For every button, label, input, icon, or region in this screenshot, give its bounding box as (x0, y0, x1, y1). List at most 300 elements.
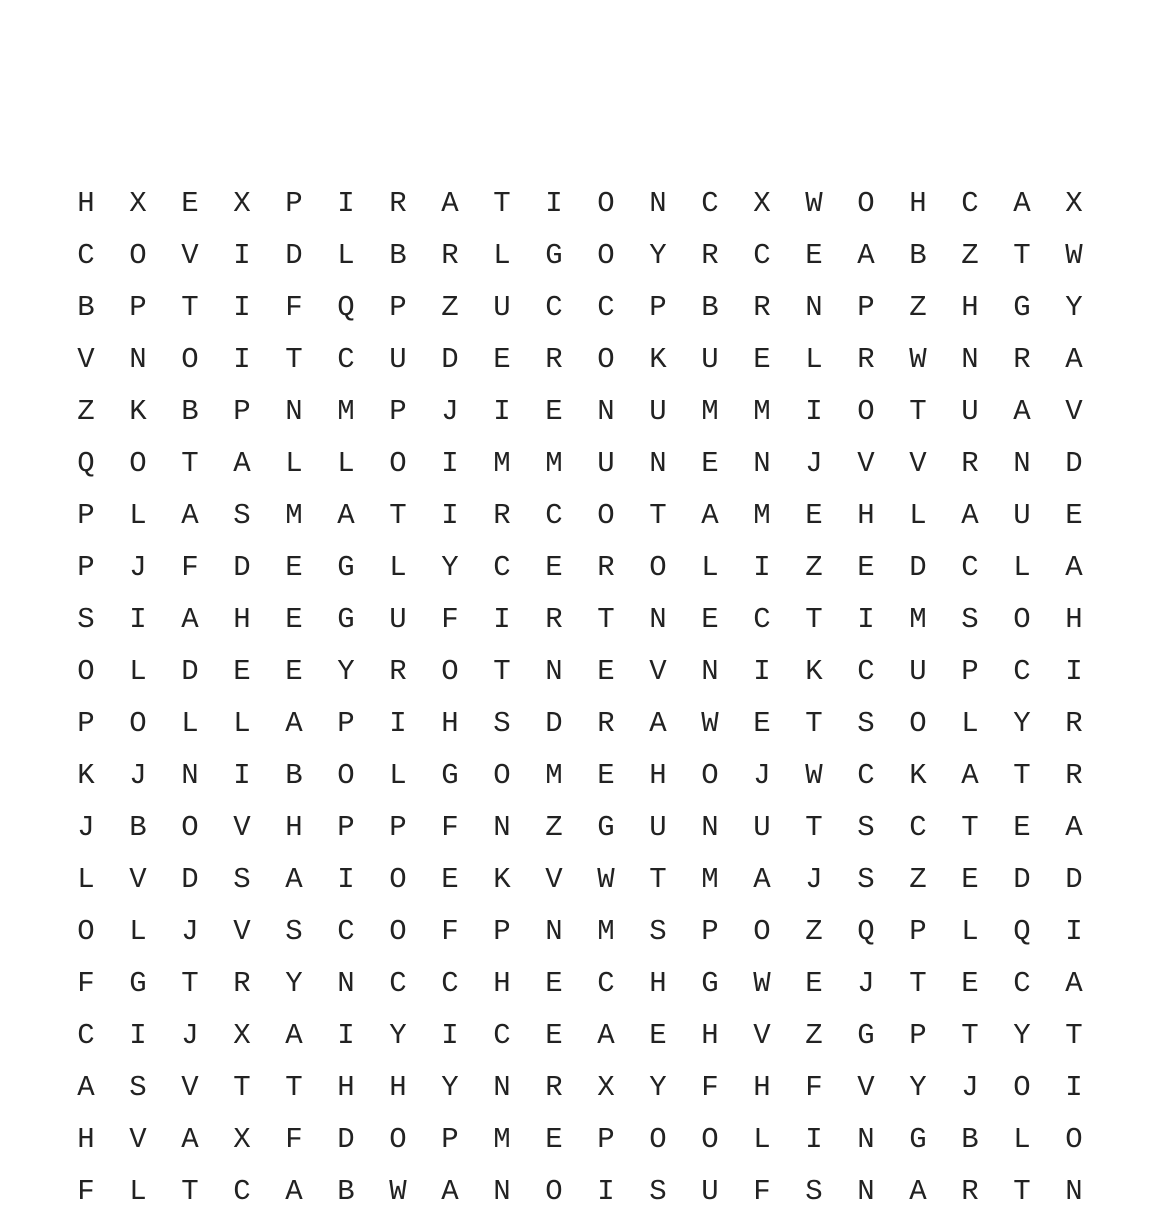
letter-cell[interactable]: V (181, 239, 199, 272)
letter-cell[interactable]: O (1013, 1071, 1031, 1104)
letter-cell[interactable]: N (545, 655, 563, 688)
letter-cell[interactable]: B (337, 1175, 355, 1208)
letter-cell[interactable]: J (857, 967, 875, 1000)
letter-cell[interactable]: D (1065, 863, 1083, 896)
letter-cell[interactable]: K (129, 395, 147, 428)
letter-cell[interactable]: I (233, 759, 251, 792)
letter-cell[interactable]: E (545, 395, 563, 428)
letter-cell[interactable]: U (389, 343, 407, 376)
letter-cell[interactable]: A (285, 863, 303, 896)
letter-cell[interactable]: H (909, 187, 927, 220)
letter-cell[interactable]: C (441, 967, 459, 1000)
letter-cell[interactable]: Y (649, 1071, 667, 1104)
letter-cell[interactable]: N (337, 967, 355, 1000)
letter-cell[interactable]: K (649, 343, 667, 376)
letter-cell[interactable]: W (597, 863, 615, 896)
letter-cell[interactable]: R (961, 1175, 979, 1208)
letter-cell[interactable]: I (753, 655, 771, 688)
letter-cell[interactable]: R (493, 499, 511, 532)
letter-cell[interactable]: R (753, 291, 771, 324)
letter-cell[interactable]: C (857, 759, 875, 792)
letter-cell[interactable]: A (1065, 811, 1083, 844)
letter-cell[interactable]: C (753, 239, 771, 272)
letter-cell[interactable]: C (597, 291, 615, 324)
letter-cell[interactable]: K (805, 655, 823, 688)
letter-cell[interactable]: W (805, 187, 823, 220)
letter-cell[interactable]: E (805, 499, 823, 532)
letter-cell[interactable]: E (545, 1123, 563, 1156)
letter-cell[interactable]: H (649, 759, 667, 792)
letter-cell[interactable]: H (701, 1019, 719, 1052)
letter-cell[interactable]: U (909, 655, 927, 688)
letter-cell[interactable]: O (129, 447, 147, 480)
letter-cell[interactable]: N (1013, 447, 1031, 480)
letter-cell[interactable]: T (389, 499, 407, 532)
letter-cell[interactable]: V (181, 1071, 199, 1104)
letter-cell[interactable]: I (441, 1019, 459, 1052)
letter-cell[interactable]: I (337, 187, 355, 220)
letter-cell[interactable]: I (441, 447, 459, 480)
letter-cell[interactable]: M (285, 499, 303, 532)
letter-cell[interactable]: A (285, 1175, 303, 1208)
letter-cell[interactable]: E (753, 707, 771, 740)
letter-cell[interactable]: F (753, 1175, 771, 1208)
letter-cell[interactable]: N (961, 343, 979, 376)
letter-cell[interactable]: E (233, 655, 251, 688)
letter-cell[interactable]: O (701, 759, 719, 792)
letter-cell[interactable]: D (337, 1123, 355, 1156)
letter-cell[interactable]: E (493, 343, 511, 376)
letter-cell[interactable]: A (961, 759, 979, 792)
letter-cell[interactable]: Q (857, 915, 875, 948)
letter-cell[interactable]: O (389, 447, 407, 480)
letter-cell[interactable]: J (441, 395, 459, 428)
letter-cell[interactable]: P (337, 811, 355, 844)
letter-cell[interactable]: F (77, 967, 95, 1000)
letter-cell[interactable]: I (389, 707, 407, 740)
letter-cell[interactable]: O (857, 395, 875, 428)
letter-cell[interactable]: P (909, 915, 927, 948)
letter-cell[interactable]: T (181, 967, 199, 1000)
letter-cell[interactable]: R (233, 967, 251, 1000)
letter-cell[interactable]: T (649, 863, 667, 896)
letter-cell[interactable]: T (649, 499, 667, 532)
letter-cell[interactable]: D (545, 707, 563, 740)
letter-cell[interactable]: O (545, 1175, 563, 1208)
letter-cell[interactable]: Y (285, 967, 303, 1000)
letter-cell[interactable]: S (77, 603, 95, 636)
letter-cell[interactable]: C (961, 551, 979, 584)
letter-cell[interactable]: T (181, 291, 199, 324)
letter-cell[interactable]: H (493, 967, 511, 1000)
letter-cell[interactable]: S (493, 707, 511, 740)
letter-cell[interactable]: C (961, 187, 979, 220)
letter-cell[interactable]: V (909, 447, 927, 480)
letter-cell[interactable]: A (649, 707, 667, 740)
letter-cell[interactable]: E (857, 551, 875, 584)
letter-cell[interactable]: C (493, 1019, 511, 1052)
letter-cell[interactable]: E (701, 603, 719, 636)
letter-cell[interactable]: I (597, 1175, 615, 1208)
letter-cell[interactable]: T (181, 447, 199, 480)
letter-cell[interactable]: Q (1013, 915, 1031, 948)
letter-cell[interactable]: P (233, 395, 251, 428)
letter-cell[interactable]: F (441, 915, 459, 948)
letter-cell[interactable]: D (909, 551, 927, 584)
letter-cell[interactable]: I (441, 499, 459, 532)
letter-cell[interactable]: V (857, 447, 875, 480)
letter-cell[interactable]: S (129, 1071, 147, 1104)
letter-cell[interactable]: Y (441, 551, 459, 584)
letter-cell[interactable]: N (493, 1175, 511, 1208)
letter-cell[interactable]: C (1013, 967, 1031, 1000)
letter-cell[interactable]: M (909, 603, 927, 636)
letter-cell[interactable]: P (77, 551, 95, 584)
letter-cell[interactable]: B (77, 291, 95, 324)
letter-cell[interactable]: R (545, 343, 563, 376)
letter-cell[interactable]: P (597, 1123, 615, 1156)
letter-cell[interactable]: G (1013, 291, 1031, 324)
letter-cell[interactable]: N (857, 1123, 875, 1156)
letter-cell[interactable]: E (597, 655, 615, 688)
letter-cell[interactable]: I (1065, 915, 1083, 948)
letter-cell[interactable]: N (649, 187, 667, 220)
letter-cell[interactable]: S (233, 499, 251, 532)
letter-cell[interactable]: T (1013, 239, 1031, 272)
letter-cell[interactable]: M (545, 447, 563, 480)
letter-cell[interactable]: A (753, 863, 771, 896)
letter-cell[interactable]: E (285, 551, 303, 584)
letter-cell[interactable]: O (337, 759, 355, 792)
letter-cell[interactable]: E (441, 863, 459, 896)
letter-cell[interactable]: N (753, 447, 771, 480)
letter-cell[interactable]: O (181, 343, 199, 376)
letter-cell[interactable]: O (753, 915, 771, 948)
letter-cell[interactable]: J (961, 1071, 979, 1104)
letter-cell[interactable]: Z (961, 239, 979, 272)
letter-cell[interactable]: T (961, 1019, 979, 1052)
letter-cell[interactable]: E (597, 759, 615, 792)
letter-cell[interactable]: I (233, 291, 251, 324)
letter-cell[interactable]: P (649, 291, 667, 324)
letter-cell[interactable]: C (493, 551, 511, 584)
letter-cell[interactable]: E (961, 967, 979, 1000)
letter-cell[interactable]: F (77, 1175, 95, 1208)
letter-cell[interactable]: A (1013, 187, 1031, 220)
letter-cell[interactable]: B (285, 759, 303, 792)
letter-cell[interactable]: O (857, 187, 875, 220)
letter-cell[interactable]: L (1013, 1123, 1031, 1156)
letter-cell[interactable]: S (961, 603, 979, 636)
letter-cell[interactable]: J (181, 915, 199, 948)
letter-cell[interactable]: U (701, 343, 719, 376)
letter-cell[interactable]: Y (1065, 291, 1083, 324)
letter-cell[interactable]: O (701, 1123, 719, 1156)
letter-cell[interactable]: C (1013, 655, 1031, 688)
letter-cell[interactable]: I (857, 603, 875, 636)
letter-cell[interactable]: I (545, 187, 563, 220)
letter-cell[interactable]: O (181, 811, 199, 844)
letter-cell[interactable]: T (181, 1175, 199, 1208)
letter-cell[interactable]: A (441, 1175, 459, 1208)
letter-cell[interactable]: T (805, 603, 823, 636)
letter-cell[interactable]: M (493, 447, 511, 480)
letter-cell[interactable]: N (545, 915, 563, 948)
letter-cell[interactable]: X (233, 1123, 251, 1156)
letter-cell[interactable]: C (701, 187, 719, 220)
letter-cell[interactable]: M (545, 759, 563, 792)
letter-cell[interactable]: E (545, 967, 563, 1000)
letter-cell[interactable]: D (1013, 863, 1031, 896)
letter-cell[interactable]: T (493, 655, 511, 688)
letter-cell[interactable]: P (961, 655, 979, 688)
letter-cell[interactable]: U (649, 395, 667, 428)
letter-cell[interactable]: P (389, 811, 407, 844)
letter-cell[interactable]: A (181, 499, 199, 532)
letter-cell[interactable]: P (701, 915, 719, 948)
letter-cell[interactable]: T (805, 707, 823, 740)
letter-cell[interactable]: L (181, 707, 199, 740)
letter-cell[interactable]: N (701, 655, 719, 688)
letter-cell[interactable]: R (961, 447, 979, 480)
letter-cell[interactable]: C (909, 811, 927, 844)
letter-cell[interactable]: A (701, 499, 719, 532)
letter-cell[interactable]: B (701, 291, 719, 324)
letter-cell[interactable]: O (649, 1123, 667, 1156)
letter-cell[interactable]: L (701, 551, 719, 584)
letter-cell[interactable]: V (77, 343, 95, 376)
letter-cell[interactable]: V (545, 863, 563, 896)
letter-cell[interactable]: A (597, 1019, 615, 1052)
letter-cell[interactable]: G (545, 239, 563, 272)
letter-cell[interactable]: G (441, 759, 459, 792)
letter-cell[interactable]: B (961, 1123, 979, 1156)
letter-cell[interactable]: P (389, 395, 407, 428)
letter-cell[interactable]: Z (441, 291, 459, 324)
letter-cell[interactable]: W (753, 967, 771, 1000)
letter-cell[interactable]: N (1065, 1175, 1083, 1208)
letter-cell[interactable]: S (649, 915, 667, 948)
letter-cell[interactable]: D (233, 551, 251, 584)
letter-cell[interactable]: O (493, 759, 511, 792)
letter-cell[interactable]: V (233, 811, 251, 844)
letter-cell[interactable]: V (857, 1071, 875, 1104)
letter-cell[interactable]: F (441, 811, 459, 844)
letter-cell[interactable]: U (701, 1175, 719, 1208)
letter-cell[interactable]: W (701, 707, 719, 740)
letter-cell[interactable]: Q (77, 447, 95, 480)
letter-cell[interactable]: G (129, 967, 147, 1000)
letter-cell[interactable]: R (857, 343, 875, 376)
letter-cell[interactable]: M (753, 395, 771, 428)
letter-cell[interactable]: V (1065, 395, 1083, 428)
letter-cell[interactable]: U (389, 603, 407, 636)
letter-cell[interactable]: O (649, 551, 667, 584)
letter-cell[interactable]: X (233, 187, 251, 220)
letter-cell[interactable]: L (961, 915, 979, 948)
letter-cell[interactable]: A (285, 1019, 303, 1052)
letter-cell[interactable]: J (129, 551, 147, 584)
letter-cell[interactable]: D (1065, 447, 1083, 480)
letter-cell[interactable]: Z (545, 811, 563, 844)
letter-cell[interactable]: U (597, 447, 615, 480)
letter-cell[interactable]: B (129, 811, 147, 844)
letter-cell[interactable]: C (597, 967, 615, 1000)
letter-cell[interactable]: S (857, 863, 875, 896)
letter-cell[interactable]: A (233, 447, 251, 480)
letter-cell[interactable]: A (441, 187, 459, 220)
letter-cell[interactable]: S (285, 915, 303, 948)
letter-cell[interactable]: E (805, 239, 823, 272)
letter-cell[interactable]: Z (909, 291, 927, 324)
letter-cell[interactable]: O (77, 915, 95, 948)
letter-cell[interactable]: X (233, 1019, 251, 1052)
letter-cell[interactable]: T (1013, 1175, 1031, 1208)
letter-cell[interactable]: P (77, 707, 95, 740)
letter-cell[interactable]: J (77, 811, 95, 844)
letter-cell[interactable]: R (1013, 343, 1031, 376)
letter-cell[interactable]: J (129, 759, 147, 792)
letter-cell[interactable]: A (1065, 967, 1083, 1000)
letter-cell[interactable]: E (961, 863, 979, 896)
letter-cell[interactable]: V (129, 1123, 147, 1156)
letter-cell[interactable]: T (285, 1071, 303, 1104)
letter-cell[interactable]: R (389, 187, 407, 220)
letter-cell[interactable]: T (285, 343, 303, 376)
letter-cell[interactable]: U (1013, 499, 1031, 532)
letter-cell[interactable]: G (909, 1123, 927, 1156)
letter-cell[interactable]: R (441, 239, 459, 272)
letter-cell[interactable]: P (441, 1123, 459, 1156)
letter-cell[interactable]: E (1065, 499, 1083, 532)
letter-cell[interactable]: M (753, 499, 771, 532)
letter-cell[interactable]: I (233, 239, 251, 272)
letter-cell[interactable]: X (1065, 187, 1083, 220)
letter-cell[interactable]: G (701, 967, 719, 1000)
letter-cell[interactable]: P (909, 1019, 927, 1052)
letter-cell[interactable]: Y (389, 1019, 407, 1052)
letter-cell[interactable]: O (389, 1123, 407, 1156)
letter-cell[interactable]: V (753, 1019, 771, 1052)
letter-cell[interactable]: A (337, 499, 355, 532)
letter-cell[interactable]: I (493, 395, 511, 428)
letter-cell[interactable]: X (597, 1071, 615, 1104)
letter-cell[interactable]: S (649, 1175, 667, 1208)
letter-cell[interactable]: U (961, 395, 979, 428)
letter-cell[interactable]: L (129, 499, 147, 532)
letter-cell[interactable]: Z (909, 863, 927, 896)
letter-cell[interactable]: N (493, 811, 511, 844)
letter-cell[interactable]: R (597, 707, 615, 740)
letter-cell[interactable]: W (909, 343, 927, 376)
letter-cell[interactable]: C (337, 915, 355, 948)
letter-cell[interactable]: X (753, 187, 771, 220)
letter-cell[interactable]: I (129, 603, 147, 636)
letter-cell[interactable]: N (649, 447, 667, 480)
letter-cell[interactable]: J (805, 447, 823, 480)
letter-cell[interactable]: L (129, 915, 147, 948)
letter-cell[interactable]: H (857, 499, 875, 532)
letter-cell[interactable]: O (597, 239, 615, 272)
letter-cell[interactable]: F (181, 551, 199, 584)
letter-cell[interactable]: J (753, 759, 771, 792)
letter-cell[interactable]: T (1065, 1019, 1083, 1052)
letter-cell[interactable]: F (285, 1123, 303, 1156)
letter-cell[interactable]: U (649, 811, 667, 844)
letter-cell[interactable]: N (597, 395, 615, 428)
letter-cell[interactable]: P (129, 291, 147, 324)
letter-cell[interactable]: O (129, 239, 147, 272)
letter-cell[interactable]: O (77, 655, 95, 688)
letter-cell[interactable]: G (337, 551, 355, 584)
letter-cell[interactable]: E (285, 655, 303, 688)
letter-cell[interactable]: S (857, 811, 875, 844)
letter-cell[interactable]: M (337, 395, 355, 428)
letter-cell[interactable]: L (753, 1123, 771, 1156)
letter-cell[interactable]: L (233, 707, 251, 740)
letter-cell[interactable]: Y (337, 655, 355, 688)
letter-cell[interactable]: I (805, 1123, 823, 1156)
letter-cell[interactable]: A (181, 603, 199, 636)
letter-cell[interactable]: O (389, 863, 407, 896)
letter-cell[interactable]: V (233, 915, 251, 948)
letter-cell[interactable]: A (909, 1175, 927, 1208)
letter-cell[interactable]: L (909, 499, 927, 532)
letter-cell[interactable]: E (545, 1019, 563, 1052)
letter-cell[interactable]: I (1065, 655, 1083, 688)
letter-cell[interactable]: E (649, 1019, 667, 1052)
letter-cell[interactable]: W (389, 1175, 407, 1208)
letter-cell[interactable]: F (701, 1071, 719, 1104)
letter-cell[interactable]: N (701, 811, 719, 844)
letter-cell[interactable]: P (493, 915, 511, 948)
letter-cell[interactable]: C (337, 343, 355, 376)
letter-cell[interactable]: S (233, 863, 251, 896)
letter-cell[interactable]: A (1013, 395, 1031, 428)
letter-cell[interactable]: R (1065, 707, 1083, 740)
letter-cell[interactable]: Y (1013, 1019, 1031, 1052)
letter-cell[interactable]: H (77, 187, 95, 220)
letter-cell[interactable]: I (805, 395, 823, 428)
letter-cell[interactable]: Y (649, 239, 667, 272)
letter-cell[interactable]: W (805, 759, 823, 792)
letter-cell[interactable]: T (961, 811, 979, 844)
letter-cell[interactable]: F (441, 603, 459, 636)
letter-cell[interactable]: I (129, 1019, 147, 1052)
letter-cell[interactable]: P (285, 187, 303, 220)
letter-cell[interactable]: A (181, 1123, 199, 1156)
letter-cell[interactable]: Y (909, 1071, 927, 1104)
letter-cell[interactable]: Y (441, 1071, 459, 1104)
letter-cell[interactable]: D (181, 655, 199, 688)
letter-cell[interactable]: V (649, 655, 667, 688)
letter-cell[interactable]: F (285, 291, 303, 324)
letter-cell[interactable]: O (597, 343, 615, 376)
letter-cell[interactable]: L (337, 239, 355, 272)
letter-cell[interactable]: K (77, 759, 95, 792)
letter-cell[interactable]: C (753, 603, 771, 636)
letter-cell[interactable]: M (597, 915, 615, 948)
letter-cell[interactable]: O (909, 707, 927, 740)
letter-cell[interactable]: H (233, 603, 251, 636)
letter-cell[interactable]: O (597, 499, 615, 532)
letter-cell[interactable]: M (701, 395, 719, 428)
letter-cell[interactable]: L (337, 447, 355, 480)
letter-cell[interactable]: I (337, 863, 355, 896)
letter-cell[interactable]: B (181, 395, 199, 428)
letter-cell[interactable]: U (493, 291, 511, 324)
letter-cell[interactable]: I (493, 603, 511, 636)
